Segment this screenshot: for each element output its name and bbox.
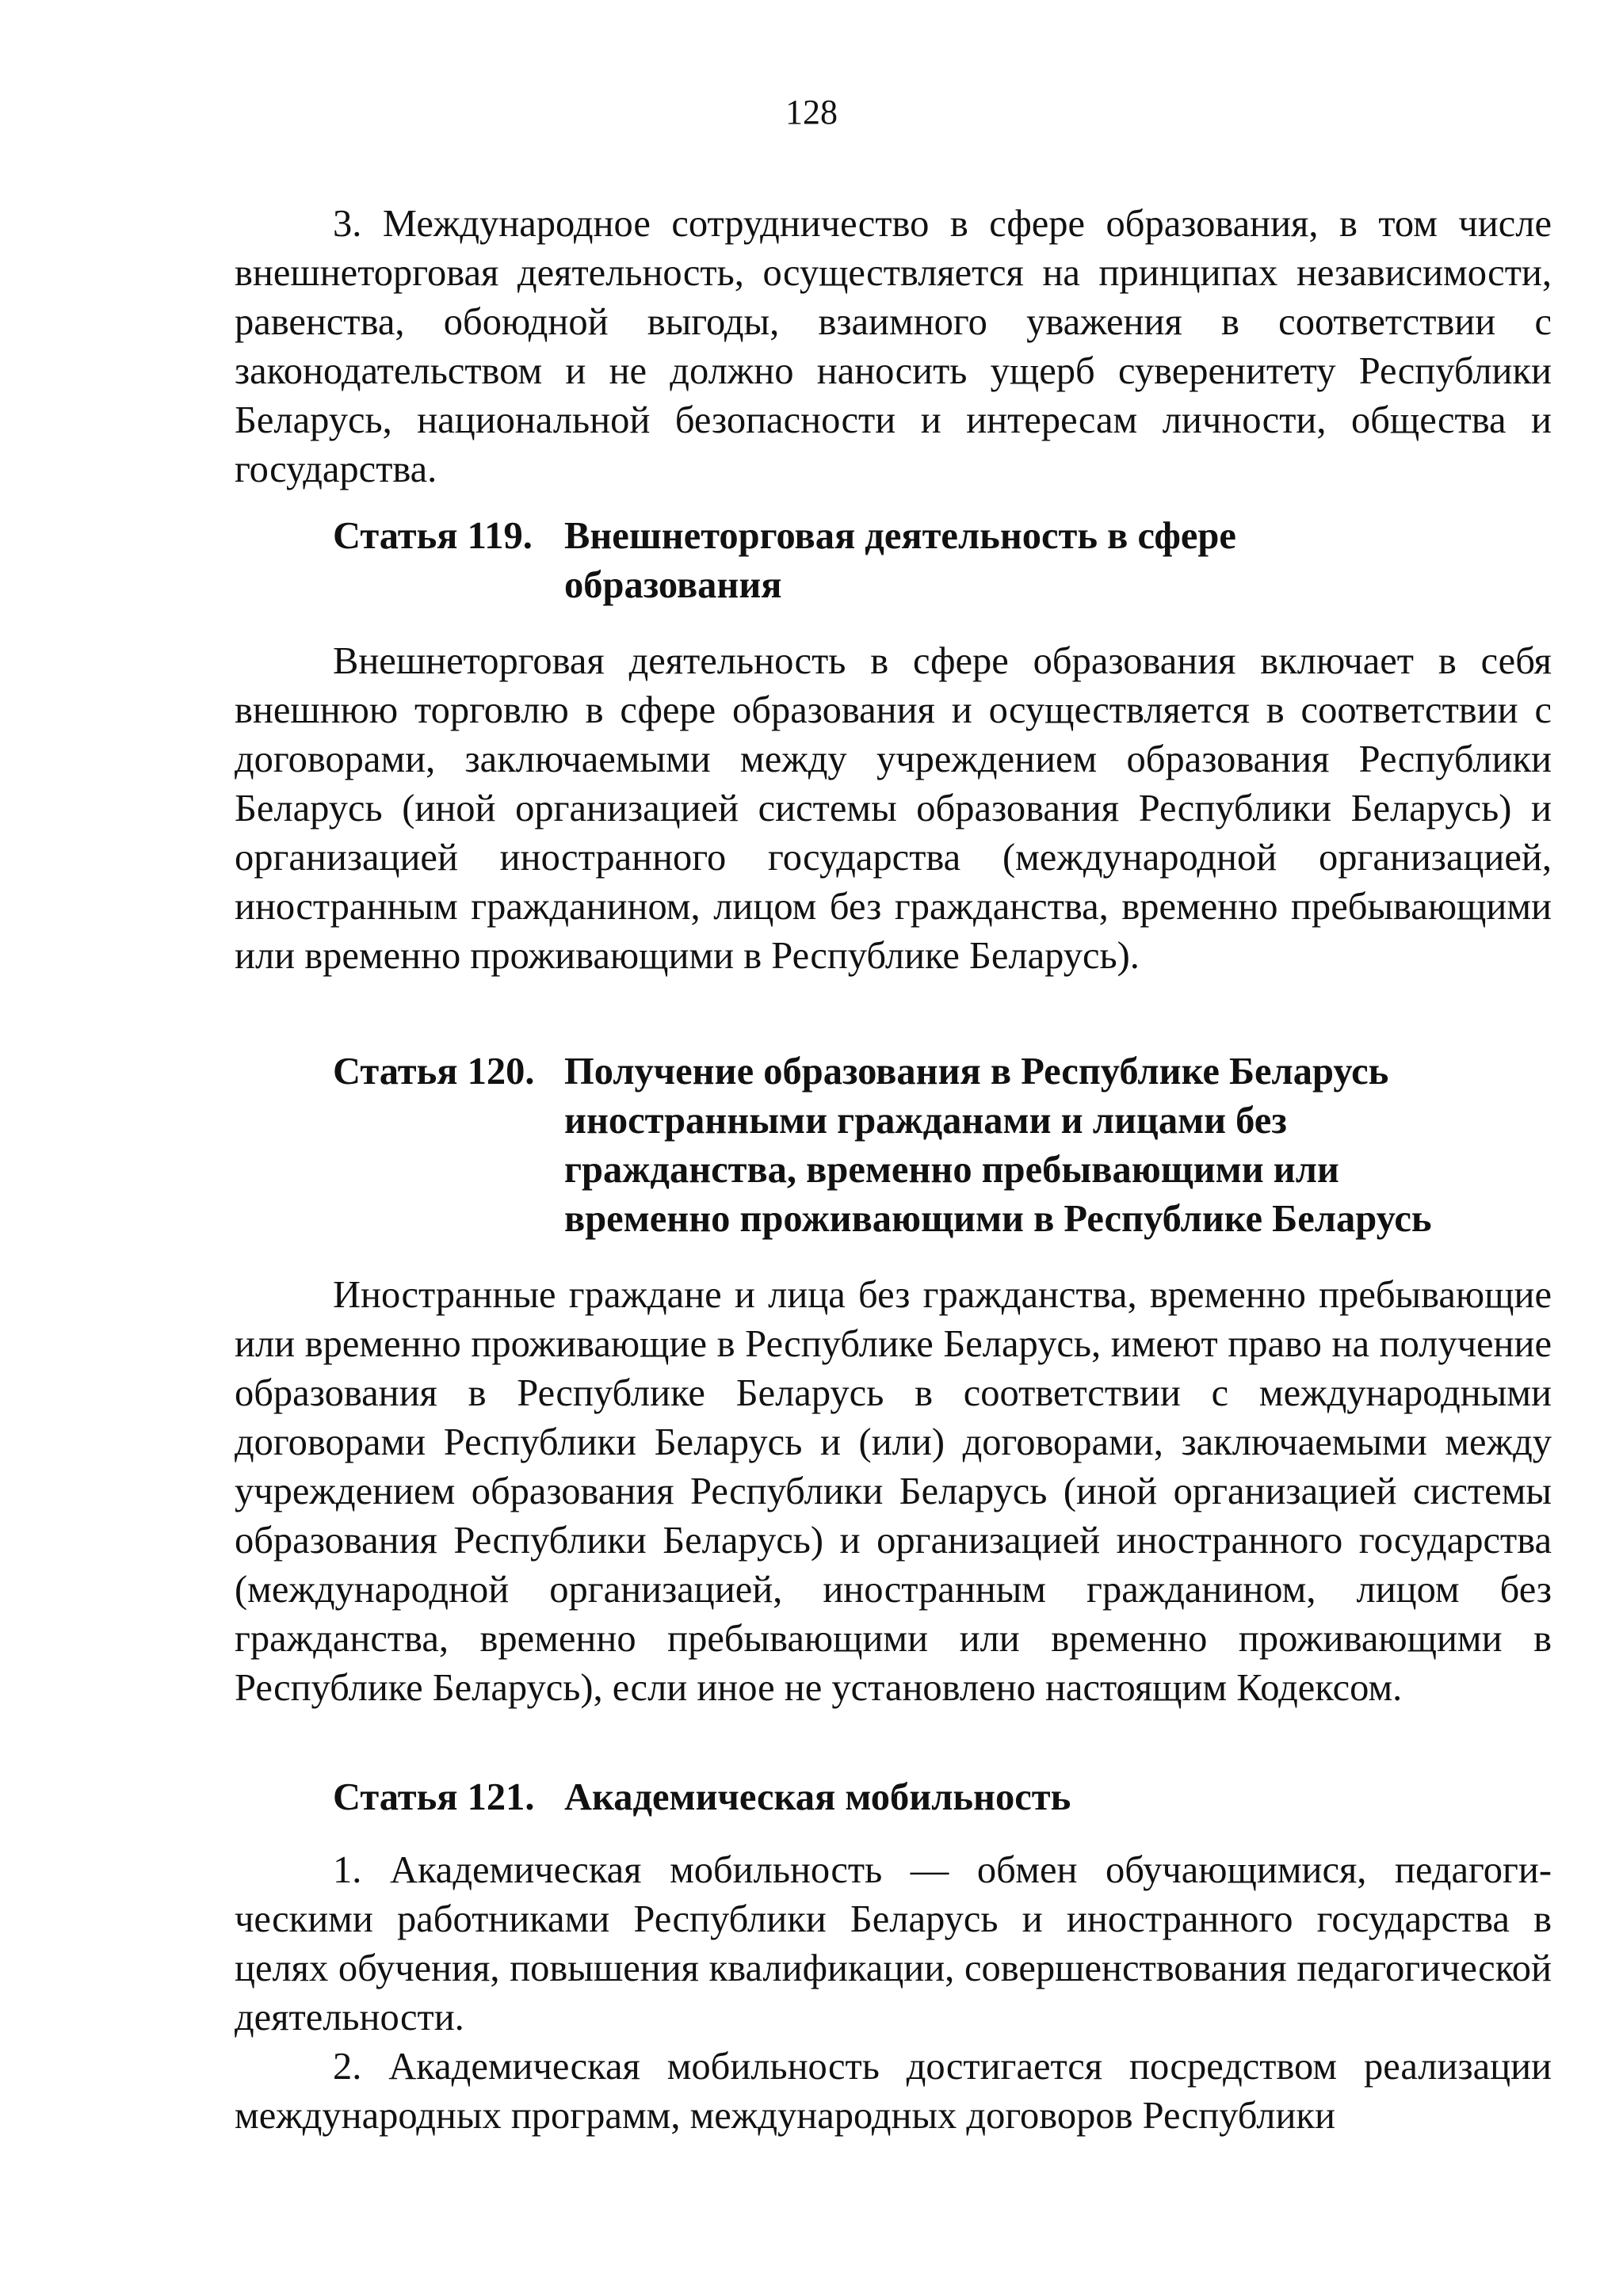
article-121-paragraph-2: 2. Академическая мобильность достигается посредством реализации международных программ, международных договоров Республики	[235, 2046, 1552, 2137]
article-120-number: Статья 120.	[333, 1051, 535, 1093]
article-120-text: Иностранные граждане и лица без гражданства, временно пребывающие или временно проживающие в Республике Беларусь, имеют право на получение образования в Республике Беларусь в соответствии с международными договорами Республики Беларусь и (или) договорами, заключаемыми между учреждением образования Республики Беларусь (иной организацией системы образования Республики Беларусь) и организацией иностранного государства (международной организацией, иностранным гражданином, лицом без гражданства, временно пребывающими или временно проживающими в Республике Беларусь), если иное не установлено настоящим Кодексом.	[235, 1274, 1552, 1709]
article-119-title: Внешнеторговая деятельность в сфере образования	[564, 515, 1236, 606]
article-121-title: Академическая мобильность	[564, 1776, 1071, 1818]
article-121-paragraph-1: 1. Академическая мобильность — обмен обучающимися, педагогическими работниками Республики Беларусь и иностранного государства в целях обучения, повышения квалификации, совершенствования педагогической деятельности.	[235, 1849, 1552, 2039]
paragraph-international-cooperation: 3. Международное сотрудничество в сфере образования, в том числе внешнеторговая деятельность, осуществляется на принципах независимости, равенства, обоюдной выгоды, взаимного уважения в соответствии с законодательством и не должно наносить ущерб суверенитету Республики Беларусь, национальной безопасности и интересам личности, общества и государства.	[235, 203, 1552, 490]
article-119-number: Статья 119.	[333, 515, 533, 557]
article-120-heading	[333, 1047, 1569, 1244]
article-121-number: Статья 121.	[333, 1776, 535, 1818]
article-119-heading	[333, 512, 1569, 610]
article-119-text: Внешнеторговая деятельность в сфере образования включает в себя внешнюю торговлю в сфере образования и осуществляется в соответствии с договорами, заключаемыми между учреждением образования Республики Беларусь (иной организацией системы образования Республики Беларусь) и организацией иностранного государства (международной организацией, иностранным гражданином, лицом без гражданства, временно пребывающими или временно проживающими в Республике Беларусь).	[235, 640, 1552, 977]
article-121-heading	[333, 1773, 1569, 1822]
article-120-title: Получение образования в Республике Беларусь иностранными гражданами и лицами без гражданства, временно пребывающими или временно проживающими в Республике Беларусь	[564, 1051, 1432, 1240]
page-number: 128	[785, 93, 838, 132]
